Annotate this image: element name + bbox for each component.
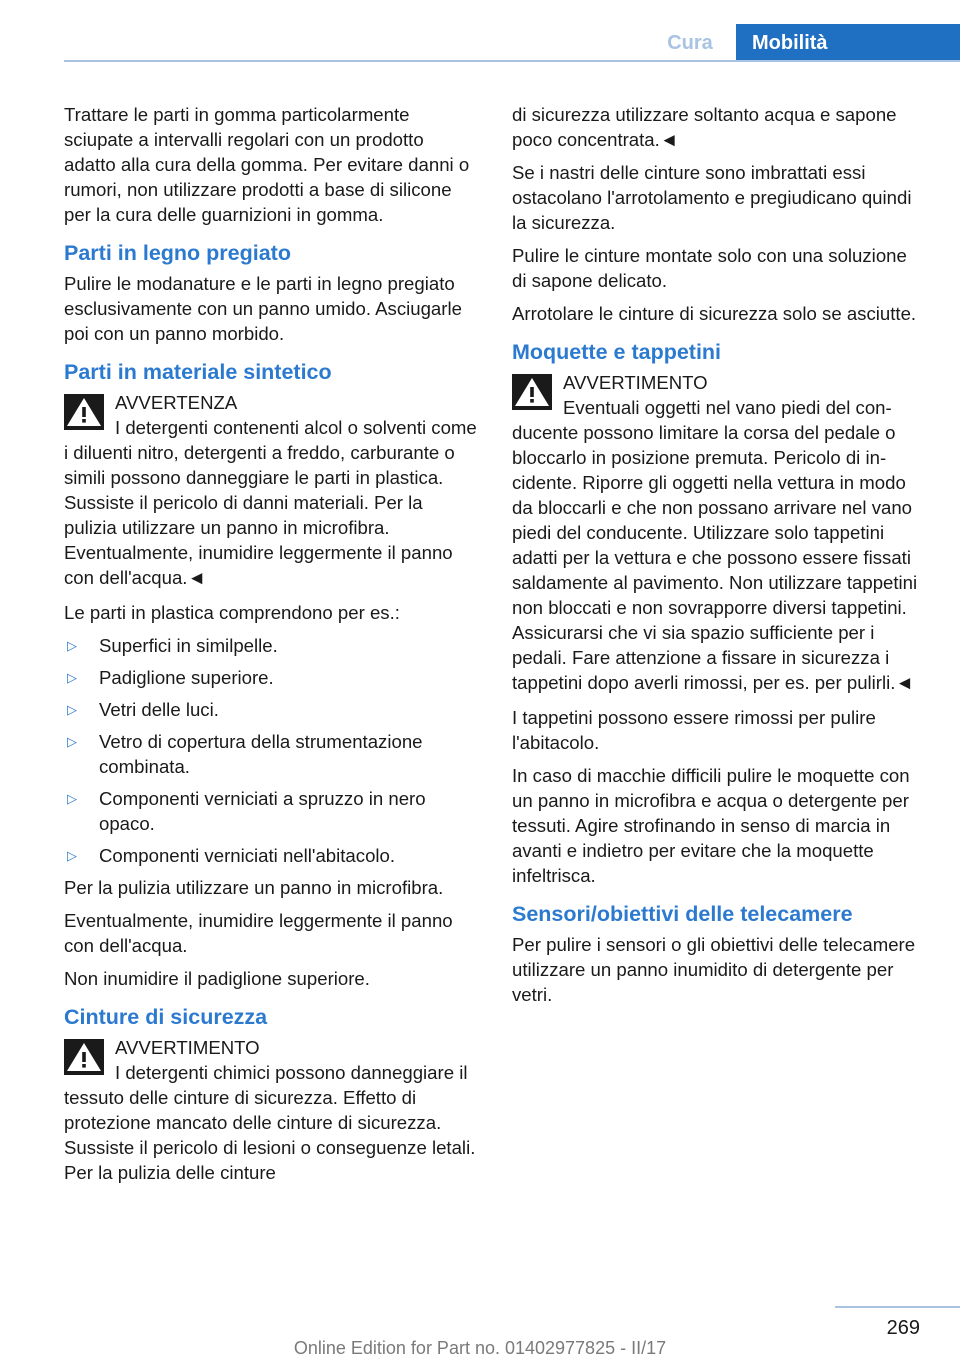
warning-title: AVVERTENZA bbox=[115, 392, 238, 413]
warning-text: I detergenti contenenti alcol o solventi come i diluenti nitro, detergenti a freddo, carburante o simili possono danneggiare le parti in plastica. Sussiste il pericolo di danni materiali. Per la pulizia utilizzare un panno in microfibra. Eventualmente, inumidire leggermente il panno con dell'acqua.◄ bbox=[64, 417, 477, 588]
belts-text-1: Se i nastri delle cinture sono imbrattati essi ostacolano l'arrotolamento e pregiudicano quindi la sicurezza. bbox=[512, 162, 912, 233]
list-item: ▷ Vetro di copertura della strumentazione combinata. bbox=[67, 731, 423, 777]
warning-title: AVVERTIMENTO bbox=[115, 1037, 260, 1058]
list-item: ▷ Padiglione superiore. bbox=[67, 667, 274, 688]
plastic-intro: Le parti in plastica comprendono per es.: bbox=[64, 602, 400, 623]
cleaning-text-3: Non inumidire il padiglione superiore. bbox=[64, 968, 370, 989]
sensors-heading: Sensori/obiettivi delle telecamere bbox=[512, 902, 853, 926]
warning-triangle-icon bbox=[64, 394, 104, 430]
carpet-heading: Moquette e tappetini bbox=[512, 340, 722, 364]
list-item: ▷ Vetri delle luci. bbox=[67, 699, 219, 720]
triangle-bullet-icon: ▷ bbox=[67, 848, 77, 863]
list-item: ▷ Componenti verniciati a spruzzo in nero opaco. bbox=[67, 788, 426, 834]
page-number: 269 bbox=[886, 1317, 920, 1339]
footer-rule bbox=[835, 1306, 960, 1308]
plastic-list bbox=[64, 633, 478, 868]
belts-text-3: Arrotolare le cinture di sicurezza solo se asciutte. bbox=[512, 303, 917, 324]
synthetic-heading: Parti in materiale sintetico bbox=[64, 360, 332, 384]
tab-mobilita[interactable]: Mobilità bbox=[736, 24, 960, 62]
tab-cura[interactable]: Cura bbox=[644, 24, 736, 62]
left-column bbox=[64, 102, 478, 1195]
warning-text: I detergenti chimici possono danneggiare il tessuto delle cinture di sicurezza. Effetto di protezione mancato delle cinture di sicurezza. Sussiste il pericolo di lesioni o conseguenze letali. Per la pulizia delle cinture bbox=[64, 1062, 476, 1183]
warning-box-carpet bbox=[512, 370, 926, 695]
header-rule bbox=[64, 60, 960, 62]
triangle-bullet-icon: ▷ bbox=[67, 734, 77, 749]
list-item: ▷ Superfici in similpelle. bbox=[67, 635, 278, 656]
warning-triangle-icon bbox=[512, 374, 552, 410]
warning-text: Eventuali oggetti nel vano piedi del conducente possono limitare la corsa del pedale o bloccarlo in posizione premuta. Pericolo di incidente. Riporre gli oggetti nella vettura in modo da bloccarli e che non possano arrivare nel vano piedi del conducente. Utilizzare solo tappetini adatti per la vettura e che possono essere fissati saldamente al pavimento. Non utilizzare tappetini non bloccati e non sovrapporre diversi tappetini. Assicurarsi che vi sia spazio sufficiente per i pedali. Fare attenzione a fissare in sicurezza i tappetini dopo averli rimossi, per es. per pulirli.◄ bbox=[512, 397, 918, 693]
belts-heading: Cinture di sicurezza bbox=[64, 1005, 268, 1029]
belts-text-2: Pulire le cinture montate solo con una soluzione di sapone delicato. bbox=[512, 245, 907, 291]
cleaning-text-2: Eventualmente, inumidire leggermente il panno con dell'acqua. bbox=[64, 910, 453, 956]
triangle-bullet-icon: ▷ bbox=[67, 791, 77, 806]
carpet-text-2: In caso di macchie difficili pulire le moquette con un panno in microfibra e acqua o detergente per tessuti. Agire strofinando in senso di marcia in avanti e indietro per evitare che la moquette infeltrisca. bbox=[512, 765, 910, 886]
list-item: ▷ Componenti verniciati nell'abitacolo. bbox=[67, 845, 396, 866]
triangle-bullet-icon: ▷ bbox=[67, 670, 77, 685]
right-column bbox=[512, 102, 926, 1015]
triangle-bullet-icon: ▷ bbox=[67, 702, 77, 717]
triangle-bullet-icon: ▷ bbox=[67, 638, 77, 653]
wood-text: Pulire le modanature e le parti in legno pregiato esclusivamente con un panno umido. Asciugarle poi con un panno morbido. bbox=[64, 273, 462, 344]
cleaning-text-1: Per la pulizia utilizzare un panno in microfibra. bbox=[64, 877, 444, 898]
warning-box-belts bbox=[64, 1035, 478, 1185]
warning-triangle-icon bbox=[64, 1039, 104, 1075]
footer-text: Online Edition for Part no. 01402977825 - II/17 bbox=[293, 1338, 667, 1358]
wood-heading: Parti in legno pregiato bbox=[64, 241, 291, 265]
warning-box-synthetic bbox=[64, 390, 478, 590]
warning-title: AVVERTIMENTO bbox=[563, 372, 708, 393]
carpet-text-1: I tappetini possono essere rimossi per pulire l'abitacolo. bbox=[512, 707, 876, 753]
chapter-tabs bbox=[644, 24, 960, 62]
belts-continued: di sicurezza utilizzare soltanto acqua e sapone poco concentrata.◄ bbox=[512, 104, 897, 150]
sensors-text: Per pulire i sensori o gli obiettivi delle telecamere utilizzare un panno inumidito di detergente per vetri. bbox=[512, 934, 916, 1005]
rubber-care-text: Trattare le parti in gomma particolarmente sciupate a intervalli regolari con un prodotto adatto alla cura della gomma. Per evitare danni o rumori, non utilizzare prodotti a base di silicone per la cura delle guarnizioni in gomma. bbox=[64, 104, 470, 225]
